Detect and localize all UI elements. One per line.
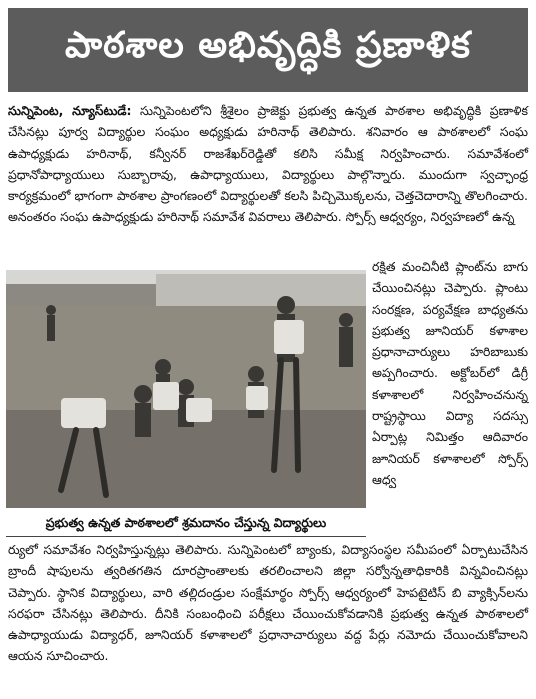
headline-banner: [8, 8, 528, 92]
students-cleaning-photo: [6, 270, 366, 508]
body-top-text: సున్నిపెంటలోని శ్రీశైలం ప్రాజెక్టు ప్రభుత్వ ఉన్నత పాఠశాల అభివృద్ధికి ప్రణాళిక చేసినట్లు పూర్వ విద్యార్థుల సంఘం అధ్యక్షుడు హరినాథ్ తెలిపారు. శనివారం ఆ పాఠశాలలో సంఘ ఉపాధ్యక్షుడు హరినాథ్, కన్వీనర్ రాజశేఖర్‌రెడ్డితో కలిసి సమీక్ష నిర్వహించారు. సమావేశంలో ప్రధానోపాధ్యాయులు సుబ్బారావు, ఉపాధ్యాయులు, విద్యార్థులు పాల్గొన్నారు. ముందుగా స్వచ్ఛాంధ్ర కార్యక్రమంలో భాగంగా పాఠశాల ప్రాంగణంలో విద్యార్థులతో కలసి పిచ్చిమొక్కలను, చెత్తచెదారాన్ని తొలగించారు. అనంతరం సంఘ ఉపాధ్యక్షుడు హరినాథ్ సమావేశ వివరాలు తెలిపారు. స్పోర్స్ ఆధ్వర్యం, నిర్వహణలో ఉన్న: [8, 103, 528, 225]
headline-title: పాఠశాల అభివృద్ధికి ప్రణాళిక: [65, 25, 471, 66]
photo-caption-text: ప్రభుత్వ ఉన్నత పాఠశాలలో శ్రమదానం చేస్తున్న విద్యార్థులు: [45, 514, 327, 530]
body-side-text: రక్షిత మంచినీటి ప్లాంట్‌ను బాగు చేయించినట్లు చెప్పారు. ప్లాంటు సంరక్షణ, పర్యవేక్షణ బాధ్యతను ప్రభుత్వ జూనియర్ కళాశాల ప్రధానాచార్యులు హరిబాబుకు అప్పగించారు. అక్టోబర్‌లో డిగ్రీ కళాశాలలో నిర్వహించనున్న రాష్ట్రస్థాయి విద్యా సదస్సు ఏర్పాట్ల నిమిత్తం ఆదివారం జూనియర్ కళాశాలలో స్పోర్స్ ఆధ్వ: [372, 259, 528, 487]
news-photo: [6, 270, 366, 508]
photo-caption: [6, 512, 366, 537]
article-body-bottom: [8, 539, 528, 667]
dateline: సున్నిపెంట, న్యూస్‌టుడే:: [8, 103, 132, 118]
article-body-top: [8, 100, 528, 228]
article-body-side: [372, 256, 528, 490]
article-paragraph-top: [8, 100, 528, 228]
body-bottom-text: ర్యులో సమావేశం నిర్వహిస్తున్నట్లు తెలిపారు. సున్నిపెంటలో బ్యాంకు, విద్యాసంస్థల సమీపంలో ఏర్పాటుచేసిన బ్రాందీ షాపులను త్వరితగతిన దూరప్రాంతాలకు తరలించాలని జిల్లా సర్వోన్నతాధికారికి విన్నవించినట్లు చెప్పారు. స్థానిక విద్యార్థులు, వారి తల్లిదండ్రుల సంక్షేమార్థం స్పోర్స్ ఆధ్వర్యంలో హెపటైటిస్ బి వ్యాక్సిన్‌లను సరఫరా చేసినట్లు తెలిపారు. దీనికి సంబంధించి పరీక్షలు చేయించుకోవడానికి ప్రభుత్వ ఉన్నత పాఠశాలలో ఉపాధ్యాయుడు విద్యాధర్, జూనియర్ కళాశాలలో ప్రధానాచార్యులు వద్ద పేర్లు నమోదు చేయించుకోవాలని ఆయన సూచించారు.: [8, 542, 528, 664]
